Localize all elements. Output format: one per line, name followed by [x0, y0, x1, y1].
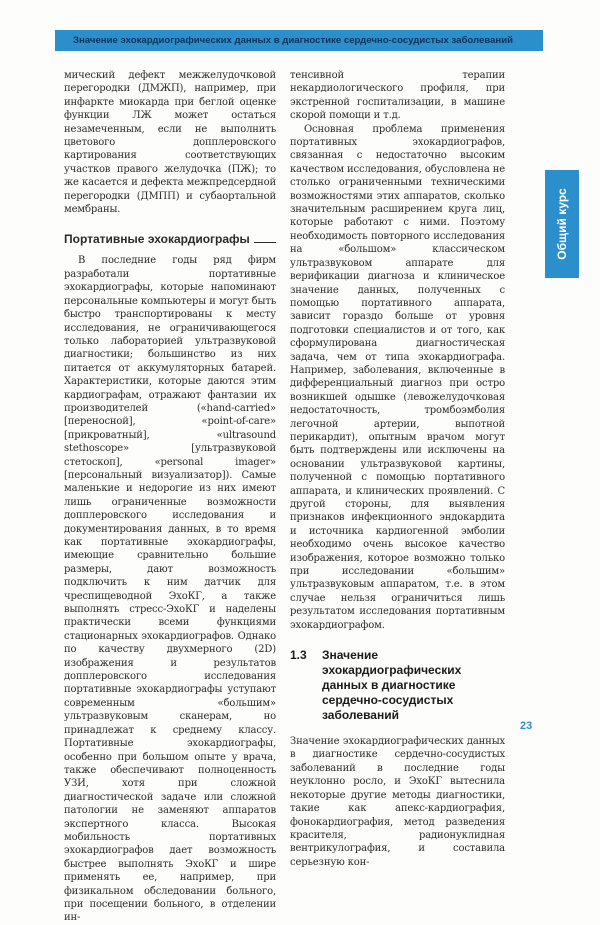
section-side-tab	[545, 170, 579, 278]
left-column	[64, 69, 276, 925]
main-problem-paragraph: Основная проблема применения портативных эхокардиографов, связанная с недостаточно высоким качеством исследования, обусловлена не столько ограниченными техническими возможностями этих аппаратов, сколько значительным расширением круга лиц, которые работают с ними. Поэтому необходимость повторного исследования на «большом» классическом ультразвуковом аппарате для верификации диагноза и клиническое значение данных, полученных с помощью портативного аппарата, зависит гораздо больше от уровня подготовки специалистов и от того, как сформулирована диагностическая задача, чем от типа эхокардиографа. Например, заболевания, включенные в дифференциальный диагноз при остро возникшей одышке (левожелудочковая недостаточность, тромбоэмболия легочной артерии, выпотной перикардит), опытным врачом могут быть подтверждены или исключены на основании ультразвуковой картины, полученной с помощью портативного аппарата, и клинических проявлений. С другой стороны, для выявления признаков инфекционного эндокардита и источника кардиогенной эмболии необходимо очень высокое качество изображения, которое возможно только при исследовании «большим» ультразвуковым аппаратом, т.е. в этом случае нельзя ограничиться лишь результатом исследования портативным эхокардиографом.	[290, 123, 505, 631]
page-number: 23	[520, 720, 533, 732]
subheading-text: Портативные эхокардиографы	[64, 232, 250, 247]
side-tab-label: Общий курс	[555, 188, 569, 260]
continuation-paragraph: тенсивной терапии некардиологического профиля, при экстренной госпитализации, в машине скорой помощи и т.д.	[290, 70, 505, 122]
section-paragraph: Значение эхокардиографических данных в диагностике сердечно-сосудистых заболеваний в последние годы неуклонно росло, и ЭхоКГ вытеснила некоторые другие методы диагностики, такие как апекс-кардиография, фонокардиография, метод разведения красителя, радионуклидная вентрикулография, и составила серьезную кон-	[290, 736, 505, 868]
subheading-rule	[254, 242, 276, 243]
running-header-title: Значение эхокардиографических данных в диагностике сердечно-сосудистых заболеваний	[72, 35, 513, 46]
section-number: 1.3	[290, 648, 307, 663]
portable-echo-paragraph: В последние годы ряд фирм разработали портативные эхокардиографы, которые напоминают персональные компьютеры и могут быть быстро транспортированы к месту исследования, не ограничивающегося только лабораторией ультразвуковой диагностики; большинство из них питается от аккумуляторных батарей. Характеристики, которые даются этим кардиографам, отражают фантазии их производителей («hand-carried» [переносной], «point-of-care» [прикроватный], «ultrasound stethoscope» [ультразвуковой стетоскоп], «personal imager» [персональный визуализатор]). Самые маленькие и недорогие из них имеют лишь ограниченные возможности допплеровского исследования и документирования данных, в то время как портативные эхокардиографы, имеющие сравнительно большие размеры, дают возможность подключить к ним датчик для чреспищеводной ЭхоКГ, а также выполнять стресс-ЭхоКГ и наделены практически всеми функциями стационарных эхокардиографов. Однако по качеству двухмерного (2D) изображения и результатов допплеровского исследования портативные эхокардиографы уступают современным «большим» ультразвуковым сканерам, но принадлежат к среднему классу. Портативные эхокардиографы, особенно при большом опыте у врача, также обеспечивают полноценность УЗИ, хотя при сложной диагностической задаче или сложной патологии не заменяют аппаратов экспертного класса. Высокая мобильность портативных эхокардиографов дает возможность быстрее выполнять ЭхоКГ и шире применять ее, например, при физикальном обследовании больного, при посещении больного, в отделении ин-	[64, 255, 276, 924]
right-column	[290, 69, 505, 869]
intro-paragraph: мический дефект межжелудочковой перегородки (ДМЖП), например, при инфаркте миокарда при беглой оценке функции ЛЖ может остаться незамеченным, если не выполнить цветового допплеровского картирования соответствующих участков правого желудочка (ПЖ); то же касается и дефекта межпредсердной перегородки (ДМПП) и субаортальной мембраны.	[64, 70, 276, 216]
subheading-portable-echocardiographs	[64, 232, 276, 246]
section-title: Значение эхокардиографических данных в диагностике сердечно-сосудистых заболеваний	[322, 648, 462, 723]
running-header	[55, 30, 543, 51]
section-heading-1-3	[290, 648, 505, 723]
